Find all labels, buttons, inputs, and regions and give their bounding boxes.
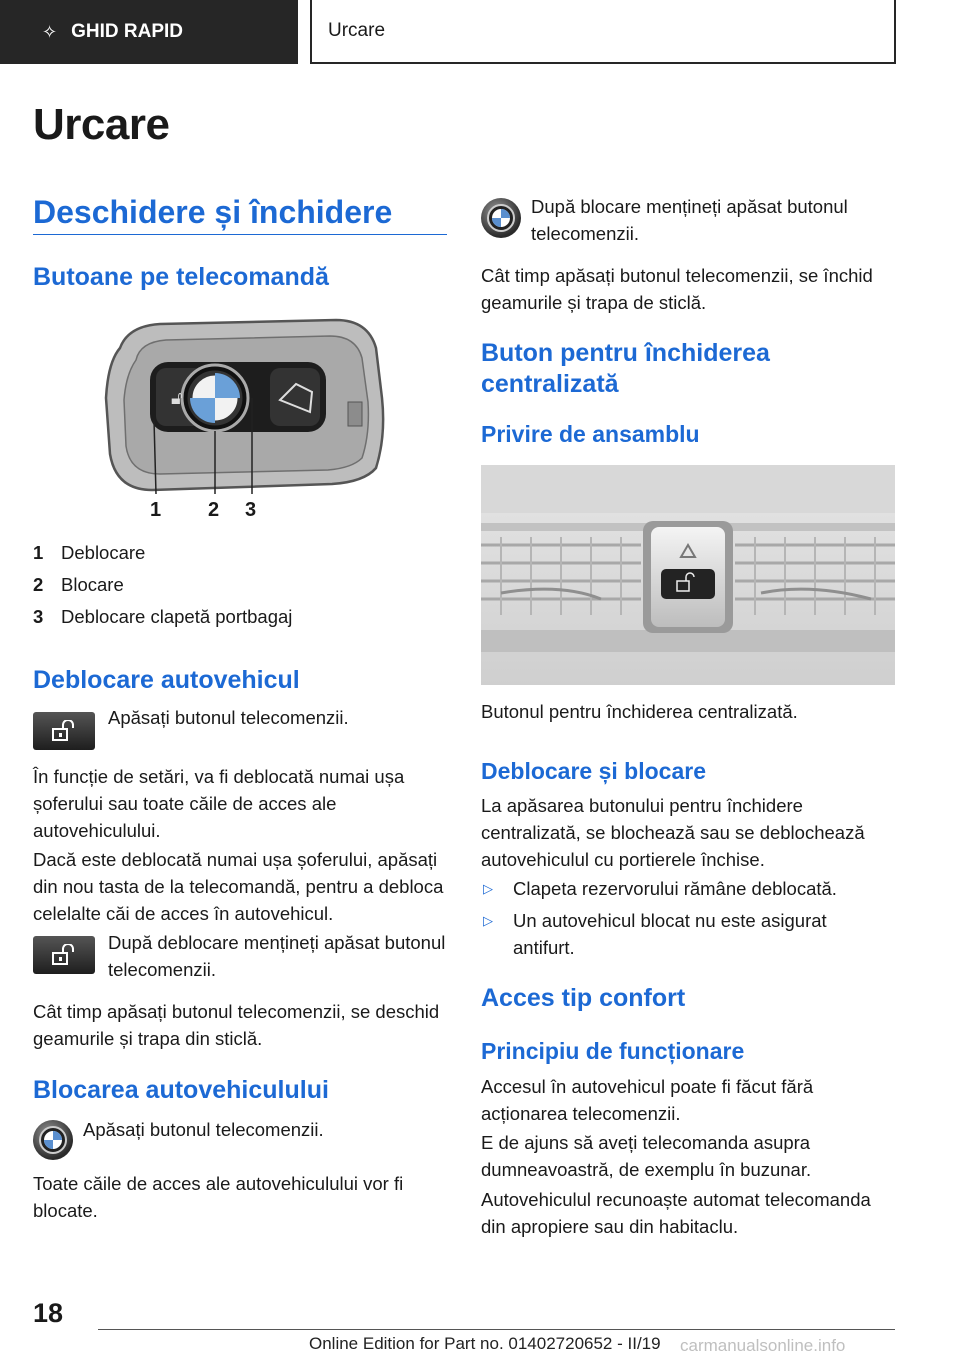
unlock-button-icon xyxy=(33,712,95,750)
button-legend-list xyxy=(33,537,443,633)
list-number: 1 xyxy=(33,542,44,563)
heading-remote-buttons: Butoane pe telecomandă xyxy=(33,263,329,291)
unlock-button-icon xyxy=(33,936,95,974)
lock-hold-text: După blocare mențineți apăsat butonul telecomenzii. xyxy=(531,196,848,244)
heading-lock-vehicle: Blocarea autovehiculului xyxy=(33,1076,329,1104)
unlock-paragraph-3: Cât timp apăsați butonul telecomenzii, se deschid geamurile și trapa din sticlă. xyxy=(33,1001,440,1049)
unlock-paragraph-2: Dacă este deblocată numai ușa șoferului, apăsați din nou tasta de la telecomandă, pentru a debloca celelalte căi de acces în autovehicul. xyxy=(33,849,444,924)
list-text: Deblocare clapetă portbagaj xyxy=(61,606,293,627)
list-item xyxy=(481,907,895,961)
principle-paragraph-2: E de ajuns să aveți telecomanda asupra dumneavoastră, de exemplu în buzunar. xyxy=(481,1132,812,1180)
callout-2: 2 xyxy=(208,499,220,521)
lock-button-icon xyxy=(481,198,521,238)
list-number: 2 xyxy=(33,574,44,595)
unlock-press-text: Apăsați butonul telecomenzii. xyxy=(108,707,349,728)
bullet-text: Un autovehicul blocat nu este asigurat antifurt. xyxy=(513,910,827,958)
remote-key-illustration xyxy=(100,318,390,522)
page-title: Urcare xyxy=(33,100,170,149)
heading-rule xyxy=(33,234,447,235)
list-item xyxy=(33,537,443,569)
triangle-bullet-icon: ▷ xyxy=(483,913,493,928)
bullet-text: Clapeta rezervorului rămâne deblocată. xyxy=(513,878,837,899)
header-section-title xyxy=(310,0,896,64)
unlock-lock-paragraph: La apăsarea butonului pentru închidere centralizată, se blochează sau se deblochează autovehiculul cu portierele închise. xyxy=(481,795,865,870)
heading-principle: Principiu de funcționare xyxy=(481,1038,745,1064)
list-item xyxy=(33,601,443,633)
list-text: Blocare xyxy=(61,574,124,595)
svg-text:🔓︎: 🔓︎ xyxy=(171,388,183,409)
heading-comfort-access: Acces tip confort xyxy=(481,984,686,1012)
list-number: 3 xyxy=(33,606,44,627)
triangle-bullet-icon: ▷ xyxy=(483,881,493,896)
heading-unlock-lock: Deblocare și blocare xyxy=(481,758,706,784)
pin-icon: ✧ xyxy=(42,21,58,42)
heading-central-locking-button: Buton pentru închiderea centralizată xyxy=(481,339,770,398)
heading-unlock-vehicle: Deblocare autovehicul xyxy=(33,666,300,694)
header-tab-label: GHID RAPID xyxy=(71,21,183,42)
footer-rule xyxy=(98,1329,895,1330)
lock-button-icon xyxy=(33,1120,73,1160)
watermark-text: carmanualsonline.info xyxy=(680,1336,846,1355)
callout-3: 3 xyxy=(245,499,257,521)
principle-paragraph-1: Accesul în autovehicul poate fi făcut fără acționarea telecomenzii. xyxy=(481,1076,814,1124)
header-section-label: Urcare xyxy=(328,20,386,41)
callout-1: 1 xyxy=(150,499,162,521)
central-button-caption: Butonul pentru închiderea centralizată. xyxy=(481,701,798,722)
list-item xyxy=(33,569,443,601)
lock-paragraph-2: Cât timp apăsați butonul telecomenzii, se închid geamurile și trapa de sticlă. xyxy=(481,265,873,313)
principle-paragraph-3: Autovehiculul recunoaște automat telecomanda din apropiere sau din habitaclu. xyxy=(481,1189,871,1237)
list-text: Deblocare xyxy=(61,542,146,563)
lock-press-text: Apăsați butonul telecomenzii. xyxy=(83,1119,324,1140)
unlock-paragraph-1: În funcție de setări, va fi deblocată numai ușa șoferului sau toate căile de acces ale autovehiculului. xyxy=(33,766,405,841)
lock-paragraph-1: Toate căile de acces ale autovehiculului vor fi blocate. xyxy=(33,1173,404,1221)
page-number: 18 xyxy=(33,1298,64,1328)
unlock-hold-text: După deblocare mențineți apăsat butonul telecomenzii. xyxy=(108,932,446,980)
heading-overview: Privire de ansamblu xyxy=(481,421,700,447)
heading-open-close: Deschidere și închidere xyxy=(33,194,393,230)
list-item xyxy=(481,875,895,902)
central-locking-button-image xyxy=(481,465,895,685)
header-tab[interactable] xyxy=(0,0,298,64)
edition-text: Online Edition for Part no. 01402720652 - II/19 xyxy=(309,1334,661,1353)
